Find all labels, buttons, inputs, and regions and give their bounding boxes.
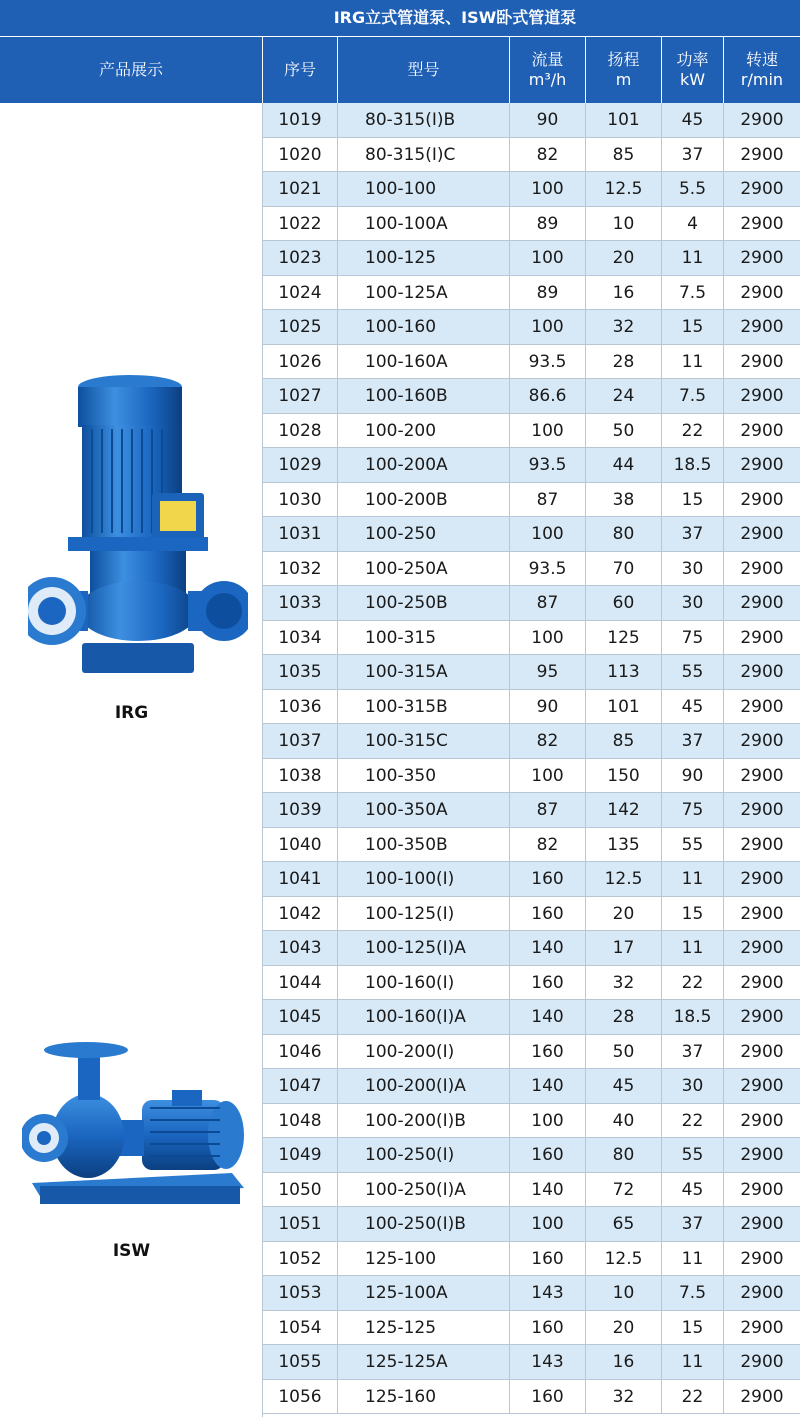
header-head-label: 扬程 xyxy=(607,50,640,69)
table-row xyxy=(263,621,800,656)
cell-model: 100-160 xyxy=(338,310,510,344)
table-row xyxy=(263,724,800,759)
table-row xyxy=(263,1311,800,1346)
cell-power: 55 xyxy=(662,655,724,689)
cell-model: 100-100 xyxy=(338,172,510,206)
cell-no: 1051 xyxy=(263,1207,338,1241)
cell-no: 1035 xyxy=(263,655,338,689)
header-flow xyxy=(510,37,586,103)
cell-model: 100-250A xyxy=(338,552,510,586)
table-row xyxy=(263,759,800,794)
cell-flow: 160 xyxy=(510,862,586,896)
table-row xyxy=(263,379,800,414)
cell-head: 85 xyxy=(586,724,662,758)
cell-no: 1042 xyxy=(263,897,338,931)
cell-no: 1034 xyxy=(263,621,338,655)
cell-head: 113 xyxy=(586,655,662,689)
cell-head: 20 xyxy=(586,241,662,275)
cell-head: 125 xyxy=(586,621,662,655)
cell-model: 100-250(I)A xyxy=(338,1173,510,1207)
cell-model: 100-200 xyxy=(338,414,510,448)
cell-model: 100-200B xyxy=(338,483,510,517)
cell-flow: 93.5 xyxy=(510,552,586,586)
table-row xyxy=(263,586,800,621)
cell-no: 1038 xyxy=(263,759,338,793)
cell-head: 142 xyxy=(586,793,662,827)
table-row xyxy=(263,1000,800,1035)
cell-speed: 2900 xyxy=(740,696,784,717)
cell-head: 150 xyxy=(586,759,662,793)
header-model xyxy=(338,37,510,103)
table-row xyxy=(263,552,800,587)
title-bar xyxy=(0,0,800,37)
table-row xyxy=(263,241,800,276)
cell-power: 4 xyxy=(662,207,724,241)
table-row xyxy=(263,448,800,483)
table-row xyxy=(263,517,800,552)
cell-head: 45 xyxy=(586,1069,662,1103)
cell-speed: 2900 xyxy=(740,1283,784,1303)
cell-no: 1026 xyxy=(263,345,338,379)
cell-speed: 2900 xyxy=(740,248,784,268)
table-row xyxy=(263,414,800,449)
cell-speed: 2900 xyxy=(740,1110,784,1131)
cell-no: 1032 xyxy=(263,552,338,586)
header-flow-unit: m³/h xyxy=(528,70,567,89)
cell-model: 80-315(I)B xyxy=(338,103,510,137)
horizontal-pump-icon xyxy=(22,1038,250,1213)
cell-no: 1022 xyxy=(263,207,338,241)
cell-power: 22 xyxy=(662,414,724,448)
header-speed-unit: r/min xyxy=(740,70,784,89)
cell-model: 125-160 xyxy=(338,1380,510,1414)
cell-model: 100-125 xyxy=(338,241,510,275)
cell-head: 44 xyxy=(586,448,662,482)
cell-flow: 89 xyxy=(510,207,586,241)
cell-no: 1028 xyxy=(263,414,338,448)
cell-flow: 143 xyxy=(510,1276,586,1310)
cell-power: 45 xyxy=(662,1173,724,1207)
cell-no: 1021 xyxy=(263,172,338,206)
cell-power: 37 xyxy=(662,1035,724,1069)
cell-speed: 2900 xyxy=(740,351,784,372)
cell-power: 7.5 xyxy=(662,379,724,413)
cell-speed: 2900 xyxy=(740,869,784,889)
header-no xyxy=(263,37,338,103)
cell-flow: 89 xyxy=(510,276,586,310)
table-row xyxy=(263,483,800,518)
cell-speed: 2900 xyxy=(740,110,784,130)
cell-power: 15 xyxy=(662,310,724,344)
cell-speed: 2900 xyxy=(740,1386,784,1407)
cell-no: 1040 xyxy=(263,828,338,862)
cell-head: 20 xyxy=(586,1311,662,1345)
table-row xyxy=(263,138,800,173)
cell-power: 37 xyxy=(662,724,724,758)
cell-head: 16 xyxy=(586,1345,662,1379)
cell-speed: 2900 xyxy=(740,662,784,682)
cell-model: 100-250B xyxy=(338,586,510,620)
table-row xyxy=(263,1276,800,1311)
vertical-pump-icon xyxy=(28,373,248,688)
cell-speed: 2900 xyxy=(740,317,784,337)
header-speed-label: 转速 xyxy=(745,50,778,69)
table-row xyxy=(263,103,800,138)
cell-model: 125-125 xyxy=(338,1311,510,1345)
cell-no: 1023 xyxy=(263,241,338,275)
cell-speed: 2900 xyxy=(740,144,784,165)
header-head xyxy=(586,37,662,103)
table-row xyxy=(263,1069,800,1104)
table-row xyxy=(263,1242,800,1277)
cell-head: 10 xyxy=(586,207,662,241)
cell-flow: 143 xyxy=(510,1345,586,1379)
cell-model: 80-315(I)C xyxy=(338,138,510,172)
table-row xyxy=(263,310,800,345)
cell-model: 100-200A xyxy=(338,448,510,482)
cell-power: 15 xyxy=(662,483,724,517)
page-title: IRG立式管道泵、ISW卧式管道泵 xyxy=(333,8,577,27)
cell-power: 45 xyxy=(662,690,724,724)
table-row xyxy=(263,1035,800,1070)
cell-no: 1024 xyxy=(263,276,338,310)
cell-speed: 2900 xyxy=(740,1317,784,1338)
cell-flow: 140 xyxy=(510,1000,586,1034)
cell-head: 16 xyxy=(586,276,662,310)
cell-flow: 140 xyxy=(510,1173,586,1207)
cell-no: 1041 xyxy=(263,862,338,896)
cell-head: 70 xyxy=(586,552,662,586)
cell-head: 101 xyxy=(586,103,662,137)
cell-model: 100-200(I)A xyxy=(338,1069,510,1103)
cell-power: 11 xyxy=(662,1242,724,1276)
cell-speed: 2900 xyxy=(740,282,784,303)
header-showcase-label: 产品展示 xyxy=(98,60,163,79)
cell-head: 32 xyxy=(586,310,662,344)
cell-head: 80 xyxy=(586,517,662,551)
cell-model: 100-350A xyxy=(338,793,510,827)
cell-speed: 2900 xyxy=(740,593,784,613)
cell-model: 100-200(I)B xyxy=(338,1104,510,1138)
cell-power: 30 xyxy=(662,1069,724,1103)
cell-head: 135 xyxy=(586,828,662,862)
cell-flow: 140 xyxy=(510,1069,586,1103)
table-row xyxy=(263,828,800,863)
table-row xyxy=(263,1207,800,1242)
cell-flow: 100 xyxy=(510,517,586,551)
cell-power: 18.5 xyxy=(662,1000,724,1034)
header-flow-label: 流量 xyxy=(531,50,564,69)
cell-flow: 160 xyxy=(510,1138,586,1172)
cell-no: 1054 xyxy=(263,1311,338,1345)
cell-no: 1043 xyxy=(263,931,338,965)
cell-flow: 93.5 xyxy=(510,448,586,482)
cell-speed: 2900 xyxy=(740,1076,784,1096)
cell-power: 55 xyxy=(662,1138,724,1172)
cell-speed: 2900 xyxy=(740,938,784,958)
cell-model: 100-315 xyxy=(338,621,510,655)
cell-speed: 2900 xyxy=(740,420,784,441)
cell-power: 37 xyxy=(662,1207,724,1241)
cell-no: 1033 xyxy=(263,586,338,620)
table-row xyxy=(263,1104,800,1139)
cell-speed: 2900 xyxy=(740,179,784,199)
cell-no: 1020 xyxy=(263,138,338,172)
cell-power: 45 xyxy=(662,103,724,137)
cell-no: 1046 xyxy=(263,1035,338,1069)
cell-model: 100-160(I)A xyxy=(338,1000,510,1034)
cell-flow: 82 xyxy=(510,828,586,862)
cell-no: 1045 xyxy=(263,1000,338,1034)
cell-head: 101 xyxy=(586,690,662,724)
cell-flow: 95 xyxy=(510,655,586,689)
cell-no: 1056 xyxy=(263,1380,338,1414)
cell-model: 100-315C xyxy=(338,724,510,758)
table-header xyxy=(0,37,800,103)
table-row xyxy=(263,897,800,932)
cell-power: 15 xyxy=(662,897,724,931)
table-row xyxy=(263,1345,800,1380)
cell-no: 1025 xyxy=(263,310,338,344)
cell-power: 7.5 xyxy=(662,1276,724,1310)
cell-model: 100-315A xyxy=(338,655,510,689)
cell-head: 40 xyxy=(586,1104,662,1138)
table-row xyxy=(263,207,800,242)
cell-no: 1030 xyxy=(263,483,338,517)
cell-model: 100-250(I)B xyxy=(338,1207,510,1241)
table-row xyxy=(263,655,800,690)
cell-power: 11 xyxy=(662,241,724,275)
cell-no: 1036 xyxy=(263,690,338,724)
cell-speed: 2900 xyxy=(740,524,784,544)
cell-power: 30 xyxy=(662,586,724,620)
header-showcase xyxy=(0,37,263,103)
cell-power: 11 xyxy=(662,1345,724,1379)
cell-model: 125-100 xyxy=(338,1242,510,1276)
cell-no: 1047 xyxy=(263,1069,338,1103)
cell-power: 75 xyxy=(662,621,724,655)
cell-model: 100-315B xyxy=(338,690,510,724)
cell-head: 28 xyxy=(586,1000,662,1034)
cell-flow: 82 xyxy=(510,724,586,758)
cell-model: 100-350B xyxy=(338,828,510,862)
cell-speed: 2900 xyxy=(740,213,784,234)
cell-no: 1027 xyxy=(263,379,338,413)
cell-head: 85 xyxy=(586,138,662,172)
cell-flow: 100 xyxy=(510,172,586,206)
cell-speed: 2900 xyxy=(740,1179,784,1200)
cell-power: 90 xyxy=(662,759,724,793)
header-power-label: 功率 xyxy=(676,50,709,69)
cell-flow: 90 xyxy=(510,103,586,137)
cell-speed: 2900 xyxy=(740,627,784,648)
cell-head: 12.5 xyxy=(586,862,662,896)
table-row xyxy=(263,1380,800,1415)
cell-power: 11 xyxy=(662,345,724,379)
cell-speed: 2900 xyxy=(740,1145,784,1165)
table-row xyxy=(263,1138,800,1173)
table-row xyxy=(263,345,800,380)
cell-no: 1039 xyxy=(263,793,338,827)
header-power xyxy=(662,37,724,103)
cell-flow: 93.5 xyxy=(510,345,586,379)
cell-flow: 82 xyxy=(510,138,586,172)
header-speed xyxy=(724,37,800,103)
cell-power: 55 xyxy=(662,828,724,862)
cell-no: 1049 xyxy=(263,1138,338,1172)
cell-model: 100-100A xyxy=(338,207,510,241)
cell-flow: 87 xyxy=(510,793,586,827)
cell-model: 125-125A xyxy=(338,1345,510,1379)
product-showcase xyxy=(0,103,263,1417)
cell-speed: 2900 xyxy=(740,1007,784,1027)
cell-model: 100-125A xyxy=(338,276,510,310)
cell-no: 1055 xyxy=(263,1345,338,1379)
table-row xyxy=(263,862,800,897)
header-power-unit: kW xyxy=(679,70,706,89)
cell-flow: 160 xyxy=(510,1242,586,1276)
cell-flow: 140 xyxy=(510,931,586,965)
cell-model: 100-160B xyxy=(338,379,510,413)
cell-flow: 160 xyxy=(510,966,586,1000)
cell-head: 50 xyxy=(586,414,662,448)
cell-no: 1052 xyxy=(263,1242,338,1276)
cell-head: 65 xyxy=(586,1207,662,1241)
table-row xyxy=(263,966,800,1001)
cell-speed: 2900 xyxy=(740,1041,784,1062)
cell-speed: 2900 xyxy=(740,765,784,786)
table-row xyxy=(263,276,800,311)
cell-flow: 160 xyxy=(510,1035,586,1069)
cell-speed: 2900 xyxy=(740,386,784,406)
cell-head: 32 xyxy=(586,1380,662,1414)
cell-no: 1053 xyxy=(263,1276,338,1310)
cell-model: 100-250 xyxy=(338,517,510,551)
cell-no: 1029 xyxy=(263,448,338,482)
cell-head: 28 xyxy=(586,345,662,379)
cell-head: 12.5 xyxy=(586,1242,662,1276)
cell-power: 22 xyxy=(662,1380,724,1414)
cell-head: 60 xyxy=(586,586,662,620)
cell-power: 22 xyxy=(662,966,724,1000)
cell-flow: 90 xyxy=(510,690,586,724)
cell-speed: 2900 xyxy=(740,834,784,855)
cell-power: 30 xyxy=(662,552,724,586)
cell-no: 1044 xyxy=(263,966,338,1000)
cell-speed: 2900 xyxy=(740,1352,784,1372)
cell-no: 1048 xyxy=(263,1104,338,1138)
cell-speed: 2900 xyxy=(740,1214,784,1234)
cell-model: 100-350 xyxy=(338,759,510,793)
cell-model: 100-125(I)A xyxy=(338,931,510,965)
cell-head: 32 xyxy=(586,966,662,1000)
product-label-irg: IRG xyxy=(114,703,149,723)
cell-model: 100-100(I) xyxy=(338,862,510,896)
cell-no: 1031 xyxy=(263,517,338,551)
cell-speed: 2900 xyxy=(740,1248,784,1269)
product-label-isw: ISW xyxy=(112,1241,151,1261)
cell-flow: 160 xyxy=(510,1380,586,1414)
cell-no: 1019 xyxy=(263,103,338,137)
table-row xyxy=(263,793,800,828)
table-row xyxy=(263,690,800,725)
cell-power: 15 xyxy=(662,1311,724,1345)
cell-head: 72 xyxy=(586,1173,662,1207)
cell-no: 1050 xyxy=(263,1173,338,1207)
cell-flow: 100 xyxy=(510,1207,586,1241)
table-row xyxy=(263,172,800,207)
cell-model: 100-125(I) xyxy=(338,897,510,931)
cell-model: 100-160A xyxy=(338,345,510,379)
cell-power: 18.5 xyxy=(662,448,724,482)
cell-speed: 2900 xyxy=(740,731,784,751)
cell-flow: 100 xyxy=(510,621,586,655)
table-row xyxy=(263,1173,800,1208)
header-no-label: 序号 xyxy=(283,60,316,79)
cell-model: 100-250(I) xyxy=(338,1138,510,1172)
cell-no: 1037 xyxy=(263,724,338,758)
cell-flow: 160 xyxy=(510,1311,586,1345)
cell-flow: 100 xyxy=(510,759,586,793)
cell-speed: 2900 xyxy=(740,800,784,820)
cell-power: 75 xyxy=(662,793,724,827)
cell-power: 11 xyxy=(662,931,724,965)
cell-flow: 87 xyxy=(510,586,586,620)
cell-power: 7.5 xyxy=(662,276,724,310)
cell-head: 10 xyxy=(586,1276,662,1310)
cell-flow: 100 xyxy=(510,310,586,344)
cell-model: 100-160(I) xyxy=(338,966,510,1000)
table-row xyxy=(263,931,800,966)
cell-model: 100-200(I) xyxy=(338,1035,510,1069)
cell-model: 125-100A xyxy=(338,1276,510,1310)
cell-flow: 86.6 xyxy=(510,379,586,413)
cell-speed: 2900 xyxy=(740,489,784,510)
cell-speed: 2900 xyxy=(740,903,784,924)
cell-head: 38 xyxy=(586,483,662,517)
cell-head: 20 xyxy=(586,897,662,931)
cell-speed: 2900 xyxy=(740,558,784,579)
cell-head: 17 xyxy=(586,931,662,965)
cell-flow: 100 xyxy=(510,414,586,448)
cell-head: 24 xyxy=(586,379,662,413)
cell-power: 11 xyxy=(662,862,724,896)
cell-head: 50 xyxy=(586,1035,662,1069)
cell-flow: 100 xyxy=(510,241,586,275)
cell-power: 22 xyxy=(662,1104,724,1138)
cell-power: 37 xyxy=(662,517,724,551)
cell-power: 37 xyxy=(662,138,724,172)
cell-flow: 100 xyxy=(510,1104,586,1138)
cell-power: 5.5 xyxy=(662,172,724,206)
cell-speed: 2900 xyxy=(740,455,784,475)
cell-speed: 2900 xyxy=(740,972,784,993)
header-head-unit: m xyxy=(615,70,632,89)
header-model-label: 型号 xyxy=(407,60,440,79)
cell-head: 12.5 xyxy=(586,172,662,206)
cell-head: 80 xyxy=(586,1138,662,1172)
cell-flow: 160 xyxy=(510,897,586,931)
cell-flow: 87 xyxy=(510,483,586,517)
